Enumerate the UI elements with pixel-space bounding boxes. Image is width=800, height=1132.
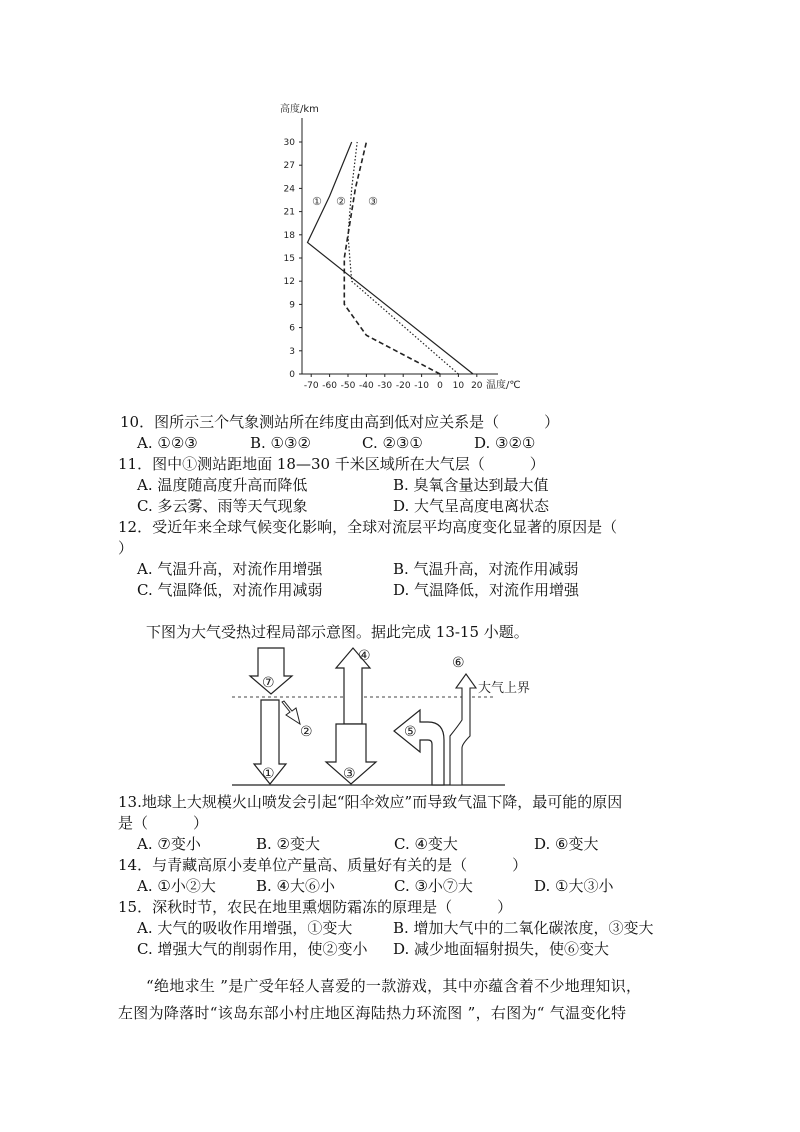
question-13-cont: 是（ ） <box>118 814 209 832</box>
y-tick-label: 0 <box>289 370 295 380</box>
q12-option-a: A. 气温升高，对流作用增强 <box>137 560 323 578</box>
q10-option-d: D. ③②① <box>474 434 536 452</box>
label-6: ⑥ <box>452 655 465 671</box>
bottom-paragraph-line1: “绝地求生 ”是广受年轻人喜爱的一款游戏，其中亦蕴含着不少地理知识， <box>146 977 642 995</box>
y-tick-label: 12 <box>283 277 295 288</box>
y-axis <box>284 118 302 380</box>
temperature-altitude-chart <box>0 0 800 400</box>
atmospheric-heating-diagram <box>0 640 800 800</box>
chart-xlabel: 温度/℃ <box>486 380 521 391</box>
question-10: 10．图所示三个气象测站所在纬度由高到低对应关系是（ ） <box>120 413 560 431</box>
x-tick-label: -50 <box>340 381 356 391</box>
x-tick-label: 20 <box>471 381 483 391</box>
q15-option-a: A. 大气的吸收作用增强，①变大 <box>137 919 353 937</box>
y-tick-label: 21 <box>283 207 295 218</box>
q15-option-b: B. 增加大气中的二氧化碳浓度，③变大 <box>393 919 654 937</box>
q14-option-a: A. ①小②大 <box>137 877 216 895</box>
q14-option-b: B. ④大⑥小 <box>256 877 336 895</box>
question-13: 13.地球上大规模火山喷发会引起“阳伞效应”而导致气温下降，最可能的原因 <box>118 793 623 811</box>
x-tick-label: 0 <box>437 381 443 391</box>
q13-option-a: A. ⑦变小 <box>137 835 201 853</box>
arrow-6 <box>450 674 476 785</box>
label-7: ⑦ <box>262 675 275 691</box>
question-15: 15．深秋时节，农民在地里熏烟防霜冻的原理是（ ） <box>118 898 513 916</box>
curve-2 <box>348 142 458 374</box>
q11-option-c: C. 多云雾、雨等天气现象 <box>137 497 308 515</box>
intro-13-15: 下图为大气受热过程局部示意图。据此完成 13-15 小题。 <box>146 623 529 641</box>
x-tick-label: -40 <box>359 381 374 391</box>
y-tick-label: 18 <box>283 230 295 241</box>
label-5: ⑤ <box>404 724 417 740</box>
bottom-paragraph-line2: 左图为降落时“该岛东部小村庄地区海陆热力环流图 ”，右图为“ 气温变化特 <box>118 1004 627 1022</box>
chart-ylabel: 高度/km <box>280 104 319 115</box>
x-tick-label: -20 <box>395 381 411 391</box>
question-12-cont: ） <box>118 539 134 557</box>
x-tick-label: -30 <box>377 381 393 391</box>
curve-3 <box>344 142 440 374</box>
q13-option-c: C. ④变大 <box>394 835 458 853</box>
q14-option-d: D. ①大③小 <box>534 877 614 895</box>
curve-label-1: ① <box>312 195 322 208</box>
q13-option-b: B. ②变大 <box>256 835 321 853</box>
x-tick-label: 10 <box>452 381 465 391</box>
chart-curves <box>308 142 474 374</box>
x-tick-label: -10 <box>414 381 429 391</box>
q14-option-c: C. ③小⑦大 <box>394 877 473 895</box>
arrow-5 <box>394 710 444 785</box>
y-tick-label: 15 <box>283 254 295 264</box>
q11-option-d: D. 大气呈高度电离状态 <box>393 497 550 515</box>
y-tick-label: 3 <box>289 346 295 357</box>
q10-option-a: A. ①②③ <box>137 434 198 452</box>
q11-option-a: A. 温度随高度升高而降低 <box>137 476 308 494</box>
y-tick-label: 24 <box>283 184 295 195</box>
q15-option-d: D. 减少地面辐射损失，使⑥变大 <box>393 940 610 958</box>
question-12: 12．受近年来全球气候变化影响，全球对流层平均高度变化显著的原因是（ <box>118 518 618 536</box>
x-tick-label: -60 <box>322 381 337 391</box>
arrow-2 <box>282 701 300 724</box>
atmosphere-top-label: 大气上界 <box>478 681 531 696</box>
q12-option-b: B. 气温升高，对流作用减弱 <box>393 560 579 578</box>
q12-option-c: C. 气温降低，对流作用减弱 <box>137 581 323 599</box>
y-tick-label: 9 <box>289 300 295 311</box>
label-2: ② <box>300 724 313 740</box>
curve-1 <box>308 142 474 374</box>
q13-option-d: D. ⑥变大 <box>534 835 599 853</box>
q11-option-b: B. 臭氧含量达到最大值 <box>393 476 549 494</box>
label-4: ④ <box>358 648 371 664</box>
x-tick-label: -70 <box>303 381 319 391</box>
question-14: 14．与青藏高原小麦单位产量高、质量好有关的是（ ） <box>118 856 528 874</box>
curve-label-3: ③ <box>368 195 378 208</box>
question-11: 11．图中①测站距地面 18—30 千米区域所在大气层（ ） <box>118 455 545 473</box>
q12-option-d: D. 气温降低，对流作用增强 <box>393 581 580 599</box>
x-axis <box>302 374 498 391</box>
label-1: ① <box>262 766 275 782</box>
y-tick-label: 6 <box>289 323 295 334</box>
q15-option-c: C. 增强大气的削弱作用，使②变小 <box>137 940 368 958</box>
label-3: ③ <box>343 766 356 782</box>
q10-option-b: B. ①③② <box>250 434 311 452</box>
q10-option-c: C. ②③① <box>362 434 423 452</box>
y-tick-label: 30 <box>283 138 295 148</box>
y-tick-label: 27 <box>283 161 295 172</box>
curve-label-2: ② <box>336 195 346 208</box>
